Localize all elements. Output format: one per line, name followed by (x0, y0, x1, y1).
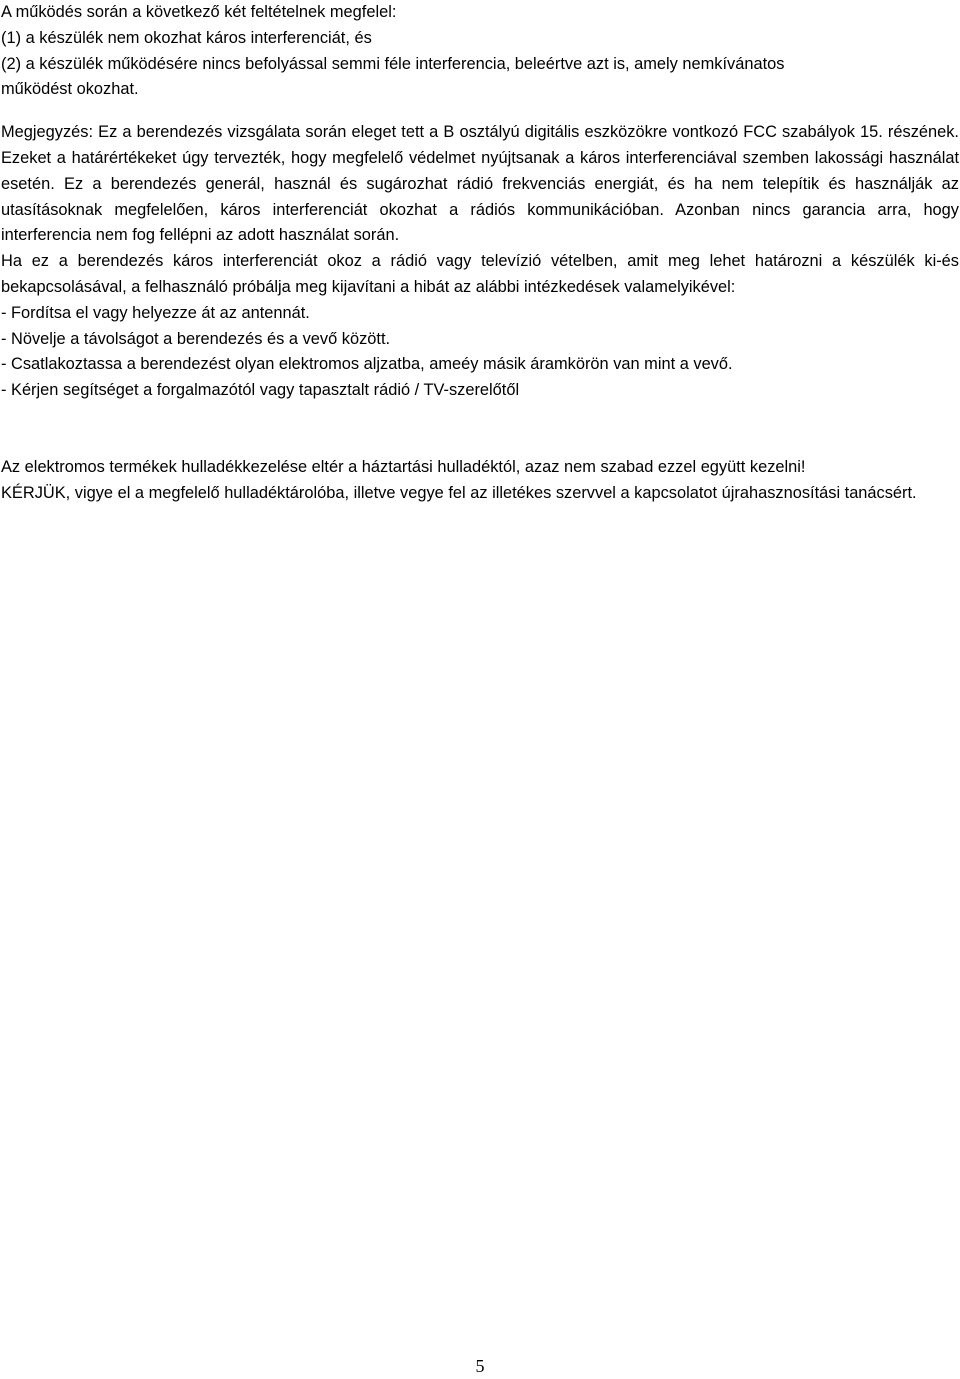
spacer (1, 103, 959, 120)
measure-item: - Csatlakoztassa a berendezést olyan elektromos aljzatba, ameéy másik áramkörön van mint a vevő. (1, 355, 733, 374)
spacer (1, 404, 959, 455)
conditions-block (1, 0, 959, 103)
disposal-request: KÉRJÜK, vigye el a megfelelő hulladéktárolóba, illetve vegye fel az illetékes szervvel a kapcsolatot újrahasznosítási tanácsért. (1, 483, 917, 502)
condition-2: (2) a készülék működésére nincs befolyással semmi féle interferencia, beleértve azt is, amely nemkívánatos (1, 54, 785, 73)
measure-item: - Kérjen segítséget a forgalmazótól vagy tapasztalt rádió / TV-szerelőtől (1, 381, 520, 400)
document-page (1, 0, 959, 507)
condition-2-continued: működést okozhat. (1, 80, 139, 99)
fcc-note-block (1, 120, 959, 404)
measure-item: - Növelje a távolságot a berendezés és a vevő között. (1, 329, 391, 348)
condition-1: (1) a készülék nem okozhat káros interferenciát, és (1, 28, 372, 47)
fcc-note-paragraph: Megjegyzés: Ez a berendezés vizsgálata során eleget tett a B osztályú digitális eszközökre vontkozó FCC szabályok 15. részének. Ezeket a határértékeket úgy tervezték, hogy megfelelő védelmet nyújtsanak a káros interferenciával szemben lakossági használat esetén. Ez a berendezés generál, használ és sugározhat rádió frekvenciás energiát, és ha nem telepítik és használják az utasításoknak megfelelően, káros interferenciát okozhat a rádiós kommunikációban. Azonban nincs garancia arra, hogy interferencia nem fog fellépni az adott használat során. (1, 123, 959, 245)
disposal-block (1, 455, 959, 507)
page-number: 5 (475, 1356, 485, 1376)
interference-advice-paragraph: Ha ez a berendezés káros interferenciát okoz a rádió vagy televízió vételben, amit meg lehet határozni a készülék ki-és bekapcsolásával, a felhasználó próbálja meg kijavítani a hibát az alábbi intézkedések valamelyikével: (1, 252, 959, 296)
disposal-warning: Az elektromos termékek hulladékkezelése eltér a háztartási hulladéktól, azaz nem szabad ezzel együtt kezelni! (1, 457, 806, 476)
conditions-intro: A működés során a következő két feltételnek megfelel: (1, 3, 397, 21)
measure-item: - Fordítsa el vagy helyezze át az antennát. (1, 303, 310, 322)
